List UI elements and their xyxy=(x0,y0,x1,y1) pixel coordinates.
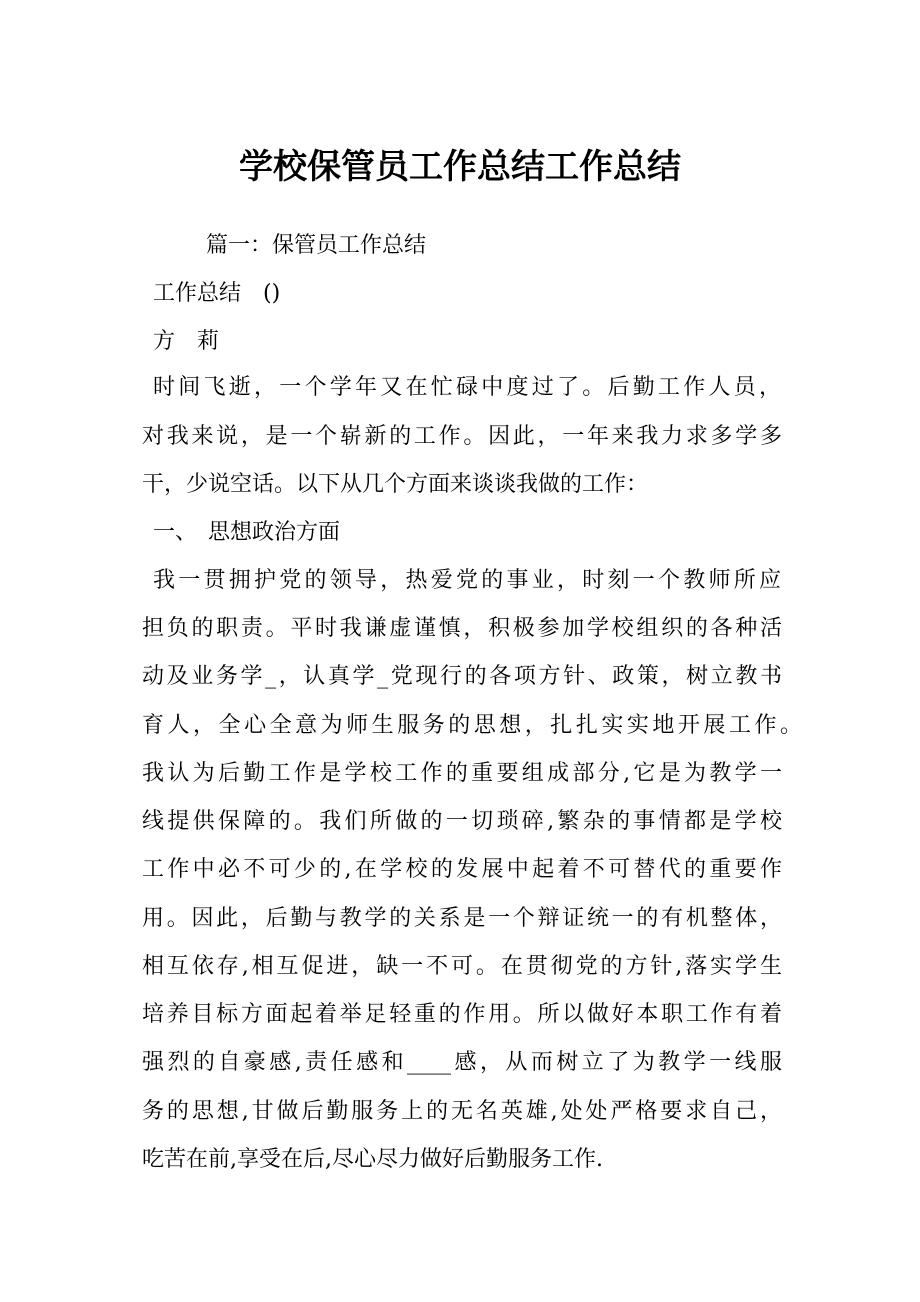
author-name: 方 莉 xyxy=(153,329,220,354)
body-line: 我认为后勤工作是学校工作的重要组成部分,它是为教学一 xyxy=(142,761,782,786)
body-line: 我一贯拥护党的领导，热爱党的事业，时刻一个教师所应 xyxy=(153,568,781,593)
body-line: 强烈的自豪感,责任感和____感，从而树立了为教学一线服 xyxy=(142,1050,782,1075)
subheading: 篇一：保管员工作总结 xyxy=(206,233,427,258)
body-line: 担负的职责。平时我谦虚谨慎，积极参加学校组织的各种活 xyxy=(142,616,782,641)
body-line: 务的思想,甘做后勤服务上的无名英雄,处处严格要求自己， xyxy=(142,1099,782,1124)
body-line: 育人，全心全意为师生服务的思想，扎扎实实地开展工作。 xyxy=(142,713,802,738)
document-title: 学校保管员工作总结工作总结 xyxy=(239,147,681,187)
intro-line: 对我来说，是一个崭新的工作。因此，一年来我力求多学多 xyxy=(142,424,782,449)
intro-line: 干，少说空话。以下从几个方面来谈谈我做的工作： xyxy=(142,472,649,497)
body-line: 工作中必不可少的,在学校的发展中起着不可替代的重要作 xyxy=(142,857,782,882)
body-line: 动及业务学_，认真学_党现行的各项方针、政策，树立教书 xyxy=(142,664,782,689)
intro-line: 时间飞逝，一个学年又在忙碌中度过了。后勤工作人员， xyxy=(153,375,781,400)
body-line: 培养目标方面起着举足轻重的作用。所以做好本职工作有着 xyxy=(142,1002,782,1027)
body-line: 用。因此，后勤与教学的关系是一个辩证统一的有机整体， xyxy=(142,906,782,931)
body-line: 吃苦在前,享受在后,尽心尽力做好后勤服务工作. xyxy=(142,1147,603,1172)
section-heading: 一、 思想政治方面 xyxy=(153,520,341,545)
body-line: 线提供保障的。我们所做的一切琐碎,繁杂的事情都是学校 xyxy=(142,809,782,834)
summary-label: 工作总结 () xyxy=(153,281,281,306)
body-line: 相互依存,相互促进，缺一不可。在贯彻党的方针,落实学生 xyxy=(142,954,782,979)
